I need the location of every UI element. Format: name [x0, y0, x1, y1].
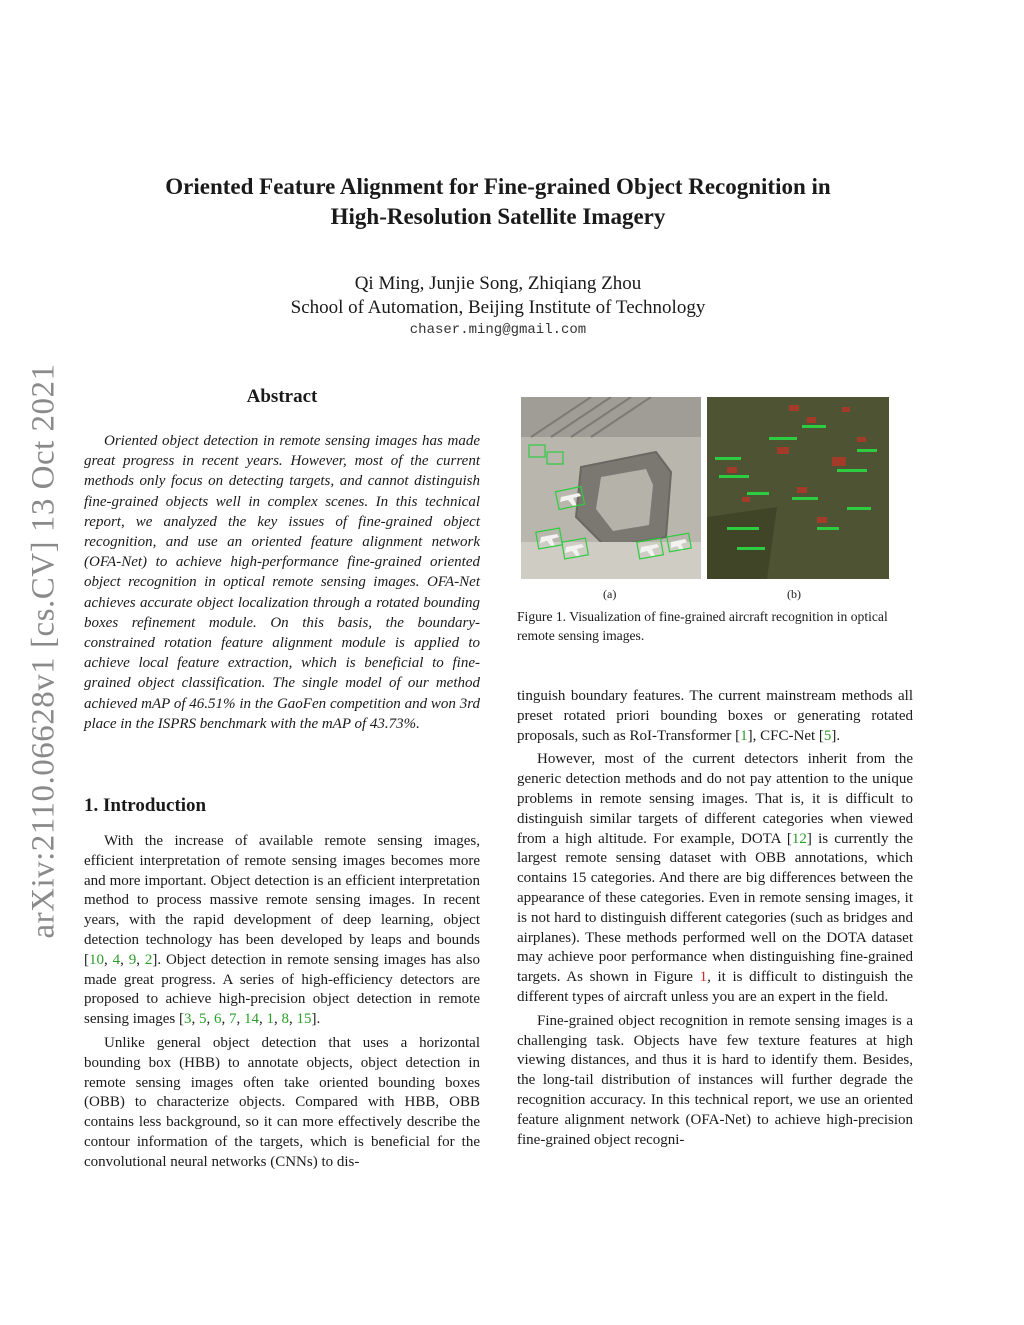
- abstract-heading: Abstract: [246, 386, 318, 407]
- title-line-2: High-Resolution Satellite Imagery: [330, 204, 666, 229]
- right-paragraph-3: Fine-grained object recognition in remote sensing images is a challenging task. Objects have few texture features at high viewing distances, and thus it is hard to identify them. Besides, the long-tail distribution of instances will further degrade the recognition accuracy. In this technical report, we use an oriented feature alignment network (OFA-Net) to achieve high-precision fine-grained object recogni-: [517, 1012, 913, 1148]
- right-paragraph-2: However, most of the current detectors inherit from the generic detection methods and do not pay attention to the unique problems in remote sensing images. That is, it is difficult to distinguish similar targets of different categories when viewed from a high altitude. For example, DOTA [12] is currently the largest remote sensing dataset with OBB annotations, which contains 15 categories. And there are big differences between the appearance of these categories. Even in remote sensing images, it is not hard to distinguish different categories (such as bridges and airplanes). These methods performed well on the DOTA dataset may achieve poor performance when distinguishing fine-grained targets. As shown in Figure 1, it is difficult to distinguish the different types of aircraft unless you are an expert in the field.: [517, 751, 913, 1005]
- citation-link[interactable]: 5: [198, 1011, 207, 1028]
- citation-link[interactable]: 3: [183, 1011, 192, 1028]
- citation-link[interactable]: 14: [243, 1011, 259, 1028]
- citation-link[interactable]: 8: [281, 1011, 289, 1028]
- citation-link[interactable]: 10: [89, 951, 104, 968]
- citation-link[interactable]: 5: [823, 727, 832, 744]
- paper-title: [120, 172, 876, 232]
- figure-1b-dense-aircraft-image: [707, 397, 889, 579]
- introduction-body: [84, 832, 480, 1177]
- intro-paragraph-1: With the increase of available remote sensing images, efficient interpretation of remote sensing images becomes more and more important. Object detection is an efficient interpretation method to process massive remote sensing images. In recent years, with the rapid development of deep learning, object detection technology has been developed by leaps and bounds [10, 4, 9, 2]. Object detection in remote sensing images has also made great progress. A series of high-efficiency detectors are proposed to achieve high-precision object detection in remote sensing images [3, 5, 6, 7, 14, 1, 8, 15].: [84, 833, 481, 1028]
- right-paragraph-1: tinguish boundary features. The current mainstream methods all preset rotated priori bounding boxes or generating rotated proposals, such as RoI-Transformer [1], CFC-Net [5].: [517, 688, 913, 744]
- title-line-1: Oriented Feature Alignment for Fine-grained Object Recognition in: [165, 174, 831, 199]
- introduction-heading: 1. Introduction: [84, 795, 207, 816]
- figure-label-a: (a): [603, 587, 617, 601]
- figure-1a-airport-image: [521, 397, 701, 579]
- abstract-body: Oriented object detection in remote sensing images has made great progress in recent years. However, most of the current methods only focus on detecting targets, and cannot distinguish fine-grained objects well in complex scenes. In this technical report, we analyzed the key issues of fine-grained object recognition, and use an oriented feature alignment network (OFA-Net) to achieve high-performance fine-grained oriented object recognition in optical remote sensing images. OFA-Net achieves accurate object localization through a rotated bounding boxes refinement module. On this basis, the boundary-constrained rotation feature alignment module is applied to achieve local feature extraction, which is beneficial to fine-grained object classification. The single model of our method achieved mAP of 46.51% in the GaoFen competition and won 3rd place in the ISPRS benchmark with the mAP of 43.73%.: [84, 433, 480, 732]
- citation-link[interactable]: 1: [740, 727, 748, 744]
- citation-link[interactable]: 9: [128, 951, 137, 968]
- citation-link[interactable]: 1: [266, 1011, 274, 1028]
- citation-link[interactable]: 15: [296, 1011, 312, 1028]
- intro-paragraph-2: Unlike general object detection that uses a horizontal bounding box (HBB) to annotate objects, object detection in remote sensing images often take oriented bounding boxes (OBB) to characterize objects. Compared with HBB, OBB contains less background, so it can more effectively describe the contour information of the targets, which is beneficial for the convolutional neural networks (CNNs) to dis-: [84, 1034, 480, 1170]
- citation-link[interactable]: 12: [791, 830, 807, 847]
- arxiv-stamp: arXiv:2110.06628v1 [cs.CV] 13 Oct 2021: [25, 363, 62, 939]
- affiliation: School of Automation, Beijing Institute of Technology: [290, 297, 706, 318]
- citation-link[interactable]: 7: [228, 1011, 237, 1028]
- introduction-body-continued: [517, 687, 913, 1154]
- figure-ref-link[interactable]: 1: [699, 969, 708, 986]
- figure-label-b: (b): [787, 587, 801, 601]
- authors: Qi Ming, Junjie Song, Zhiqiang Zhou: [354, 273, 642, 294]
- citation-link[interactable]: 4: [112, 951, 121, 968]
- citation-link[interactable]: 2: [144, 951, 153, 968]
- figure-1-caption: Figure 1. Visualization of fine-grained aircraft recognition in optical remote sensing images.: [517, 609, 888, 643]
- email-link[interactable]: chaser.ming@gmail.com: [409, 322, 587, 338]
- citation-link[interactable]: 6: [213, 1011, 222, 1028]
